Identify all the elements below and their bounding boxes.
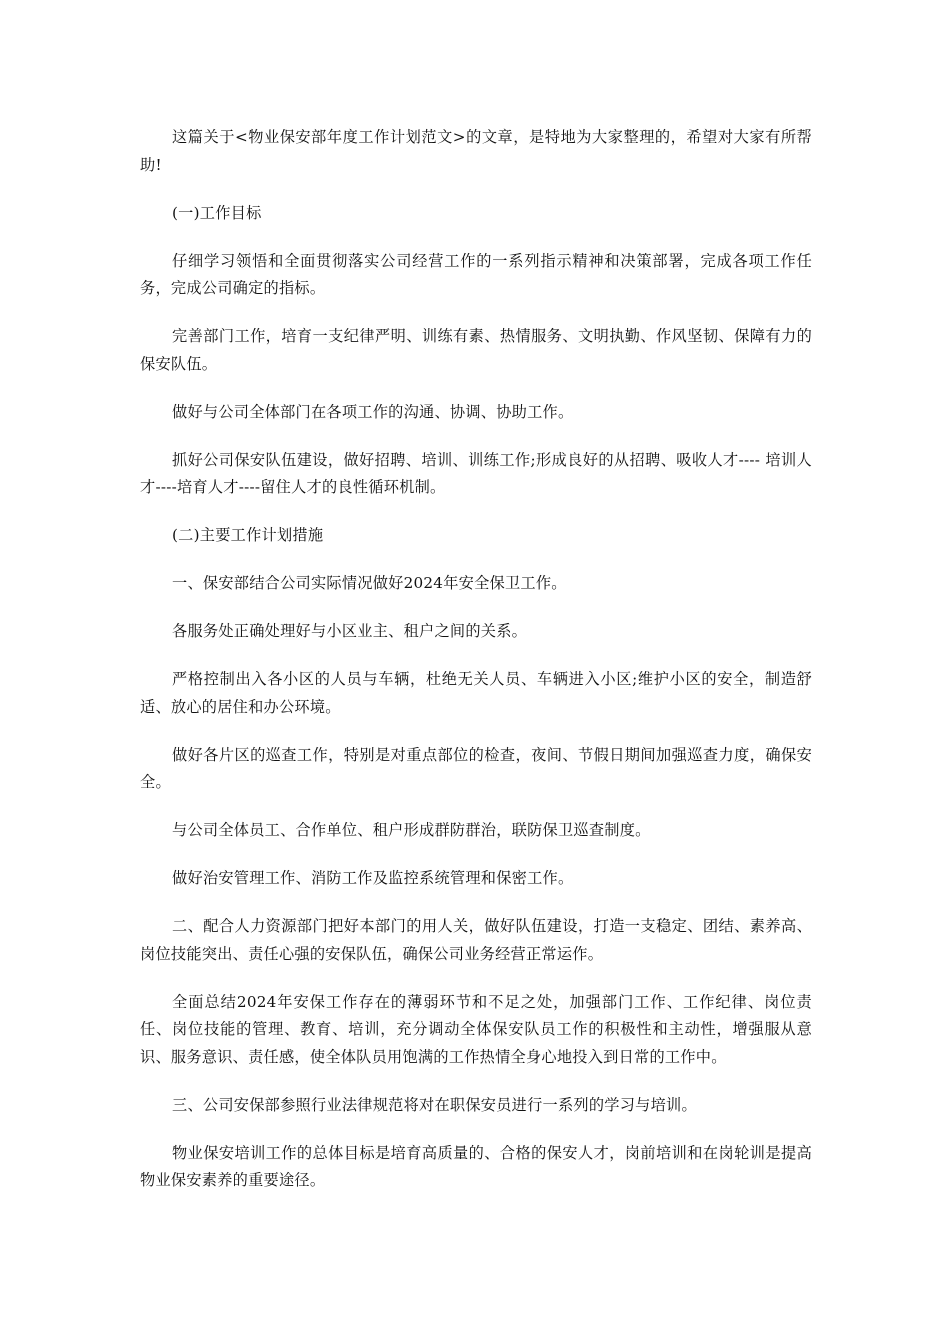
paragraph: 严格控制出入各小区的人员与车辆，杜绝无关人员、车辆进入小区;维护小区的安全，制造舒适、放心的居住和办公环境。 [140,670,812,716]
paragraph: 全面总结2024年安保工作存在的薄弱环节和不足之处，加强部门工作、工作纪律、岗位责任、岗位技能的管理、教育、培训，充分调动全体保安队员工作的积极性和主动性，增强服从意识、服务意识、责任感，使全体队员用饱满的工作热情全身心地投入到日常的工作中。 [140,992,812,1066]
paragraph: 二、配合人力资源部门把好本部门的用人关，做好队伍建设，打造一支稳定、团结、素养高、岗位技能突出、责任心强的安保队伍，确保公司业务经营正常运作。 [140,917,812,963]
intro-paragraph: 这篇关于<物业保安部年度工作计划范文>的文章，是特地为大家整理的，希望对大家有所帮助! [140,128,812,174]
paragraph: 仔细学习领悟和全面贯彻落实公司经营工作的一系列指示精神和决策部署，完成各项工作任务，完成公司确定的指标。 [140,251,812,297]
paragraph: 三、公司安保部参照行业法律规范将对在职保安员进行一系列的学习与培训。 [172,1095,697,1114]
paragraph: 做好各片区的巡查工作，特别是对重点部位的检查，夜间、节假日期间加强巡查力度，确保安全。 [140,745,812,791]
paragraph: 做好与公司全体部门在各项工作的沟通、协调、协助工作。 [172,402,574,421]
paragraph: 物业保安培训工作的总体目标是培育高质量的、合格的保安人才，岗前培训和在岗轮训是提高物业保安素养的重要途径。 [140,1143,812,1189]
document-body [140,124,812,1215]
section-heading-goals: (一)工作目标 [172,203,262,222]
paragraph: 与公司全体员工、合作单位、租户形成群防群治，联防保卫巡查制度。 [172,821,651,839]
paragraph: 一、保安部结合公司实际情况做好2024年安全保卫工作。 [172,574,567,592]
paragraph: 抓好公司保安队伍建设，做好招聘、培训、训练工作;形成良好的从招聘、吸收人才---- 培训人才----培育人才----留住人才的良性循环机制。 [140,450,812,496]
paragraph: 各服务处正确处理好与小区业主、租户之间的关系。 [172,622,528,640]
section-heading-measures: (二)主要工作计划措施 [172,526,324,544]
paragraph: 完善部门工作，培育一支纪律严明、训练有素、热情服务、文明执勤、作风坚韧、保障有力的保安队伍。 [140,327,812,373]
paragraph: 做好治安管理工作、消防工作及监控系统管理和保密工作。 [172,869,574,887]
